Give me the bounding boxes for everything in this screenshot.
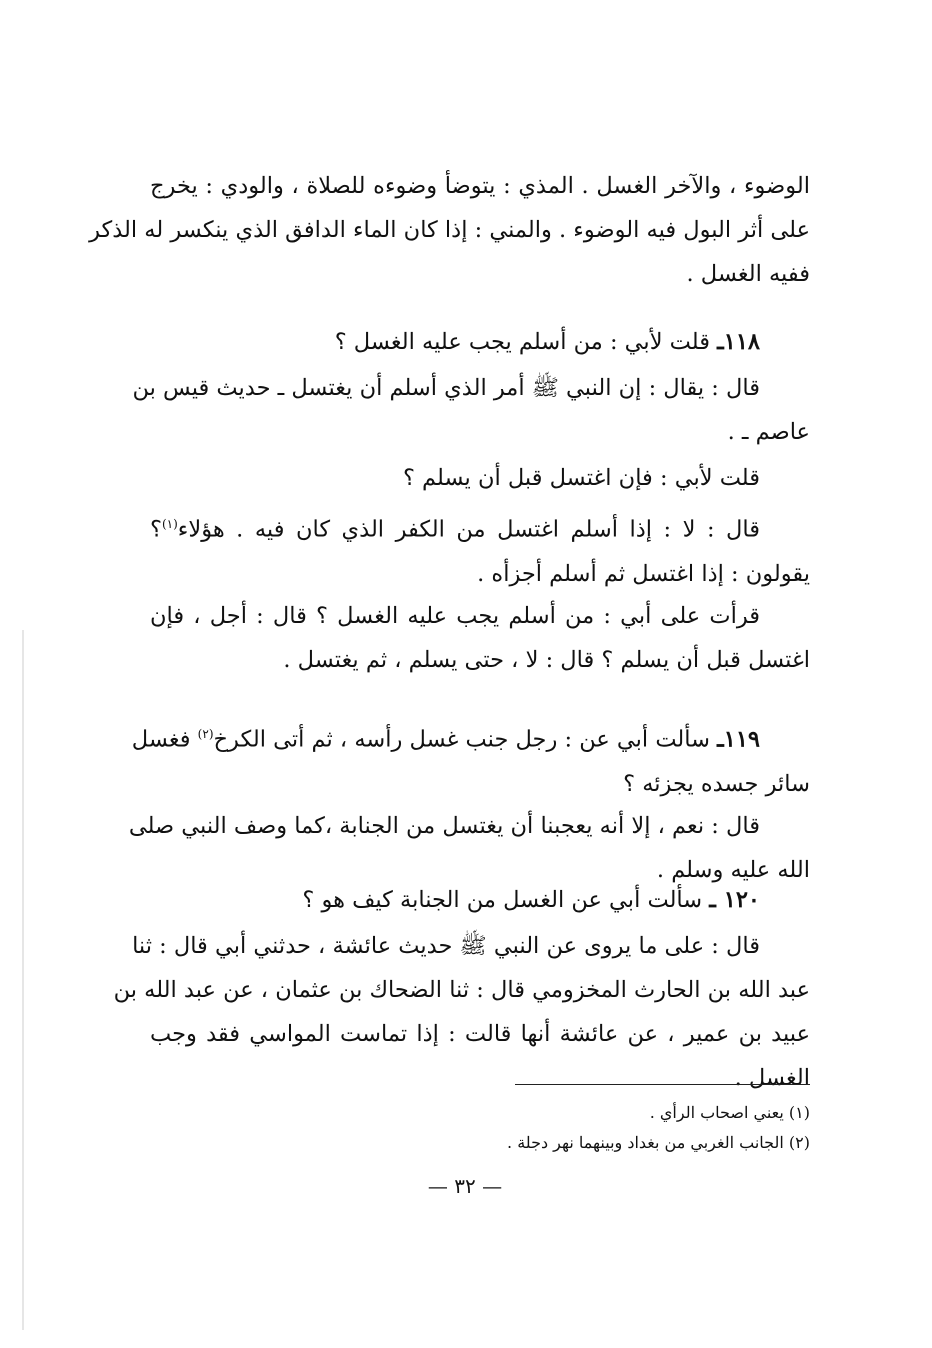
text-fragment: سألت أبي عن : رجل جنب غسل رأسه ، ثم أتى الكرخ (213, 726, 710, 753)
question-120 (150, 878, 810, 922)
question-118b (150, 456, 810, 500)
answer-118b (150, 502, 810, 596)
question-text: قلت لأبي : من أسلم يجب عليه الغسل ؟ (334, 329, 710, 355)
text-line: الغسل . (734, 1065, 810, 1091)
answer-120 (113, 924, 810, 1100)
question-line (150, 878, 810, 922)
text-line: يقولون : إذا اغتسل ثم أسلم أجزأه . (477, 560, 810, 587)
text-line: قرأت على أبي : من أسلم يجب عليه الغسل ؟ قال : أجل ، فإن (150, 603, 760, 629)
question-119 (131, 712, 810, 806)
footnote-2: (٢) الجانب الغربي من بغداد وبينهما نهر دجلة . (507, 1133, 810, 1152)
question-line (131, 712, 810, 762)
text-fragment: قال : لا : إذا أسلم اغتسل من الكفر الذي كان فيه . هؤلاء (177, 516, 760, 543)
text-fragment: ؟ (150, 516, 162, 543)
question-number: ١١٨ـ (717, 329, 760, 355)
text-line: ففيه الغسل . (686, 261, 810, 287)
text-line: الله عليه وسلم . (656, 857, 810, 883)
text-line: سائر جسده يجزئه ؟ (623, 770, 810, 797)
text-line: عاصم ـ . (727, 419, 810, 445)
question-number: ١٢٠ ـ (709, 887, 760, 913)
text-line: على أثر البول فيه الوضوء . والمني : إذا كان الماء الدافق الذي ينكسر له الذكر (89, 217, 810, 243)
text-line: قال : يقال : إن النبي ﷺ أمر الذي أسلم أن يغتسل ـ حديث قيس بن (132, 375, 760, 401)
footnote-divider (515, 1084, 810, 1085)
footnote-ref-2: (٢) (197, 727, 214, 741)
reading-118 (150, 594, 810, 682)
footnote-1: (١) يعني اصحاب الرأي . (649, 1103, 810, 1122)
text-line (150, 502, 810, 552)
text-line: قال : نعم ، إلا أنه يعجبنا أن يغتسل من الجنابة ،كما وصف النبي صلى (128, 813, 760, 839)
answer-118 (132, 366, 810, 454)
text-line: عبد الله بن الحارث المخزومي قال : ثنا الضحاك بن عثمان ، عن عبد الله بن (113, 977, 810, 1003)
question-line (150, 320, 810, 364)
text-line: عبيد بن عمير ، عن عائشة أنها قالت : إذا تماست المواسي فقد وجب (150, 1021, 810, 1047)
text-line: اغتسل قبل أن يسلم ؟ قال : لا ، حتى يسلم ، ثم يغتسل . (283, 647, 810, 673)
text-line: قلت لأبي : فإن اغتسل قبل أن يسلم ؟ (402, 465, 760, 491)
footnote-ref-1: (١) (161, 517, 178, 531)
question-118 (150, 320, 810, 364)
footnotes (400, 1098, 810, 1158)
scan-margin-line (22, 630, 24, 1330)
page-number: — ٣٢ — (427, 1174, 503, 1198)
text-line: قال : على ما يروى عن النبي ﷺ حديث عائشة ، حدثني أبي قال : ثنا (132, 933, 760, 959)
question-text: سألت أبي عن الغسل من الجنابة كيف هو ؟ (302, 887, 703, 913)
text-fragment: فغسل (131, 726, 191, 753)
text-line: الوضوء ، والآخر الغسل . المذي : يتوضأ وضوءه للصلاة ، والودي : يخرج (150, 173, 810, 199)
question-number: ١١٩ـ (717, 726, 760, 753)
paragraph-continuation (89, 164, 810, 296)
